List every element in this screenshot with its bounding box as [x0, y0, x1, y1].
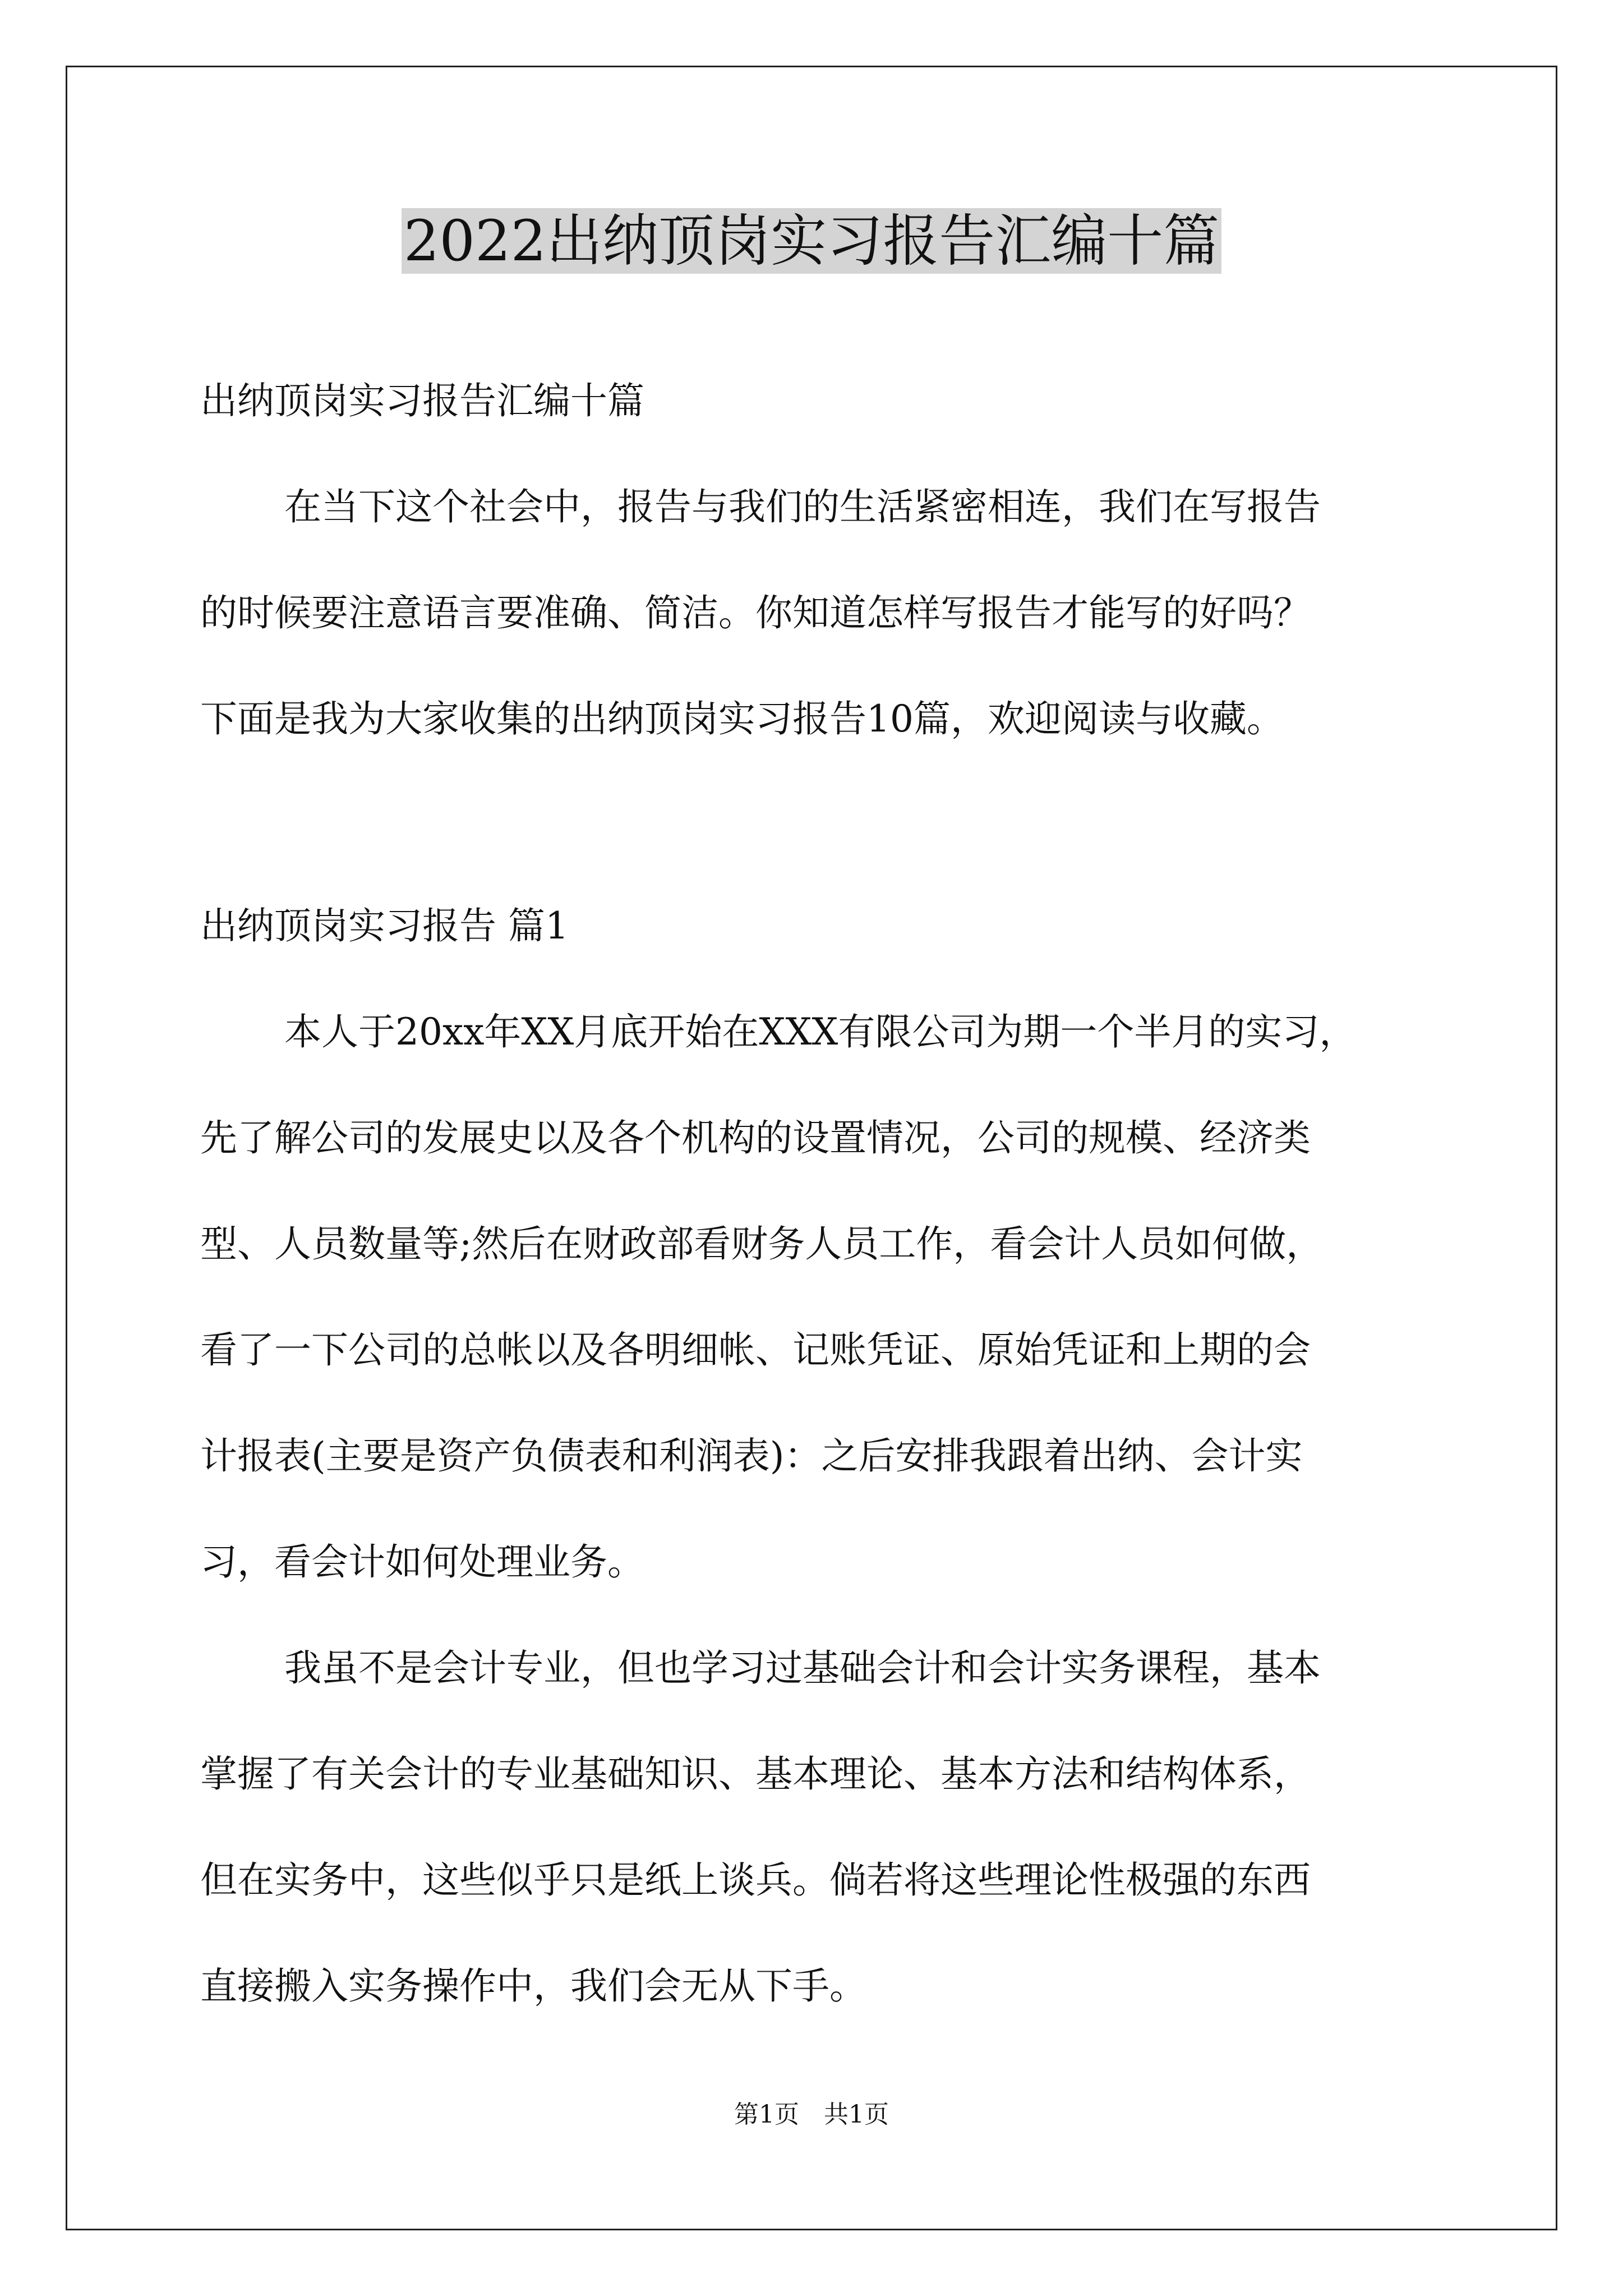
intro-paragraph: [200, 454, 1473, 772]
paragraph-line: 本人于20xx年XX月底开始在XXX有限公司为期一个半月的实习，: [284, 1010, 1357, 1053]
subtitle: 出纳顶岗实习报告汇编十篇: [200, 379, 644, 422]
intro-line: 在当下这个社会中，报告与我们的生活紧密相连，我们在写报告: [284, 485, 1321, 528]
paragraph-line: 直接搬入实务操作中，我们会无从下手。: [200, 1964, 866, 2008]
document-body: [200, 348, 1473, 2039]
section-gap: [200, 772, 1473, 873]
paragraph-line: 但在实务中，这些似乎只是纸上谈兵。倘若将这些理论性极强的东西: [200, 1858, 1311, 1902]
paragraph-line: 掌握了有关会计的专业基础知识、基本理论、基本方法和结构体系，: [200, 1752, 1311, 1796]
paragraph-line: 看了一下公司的总帐以及各明细帐、记账凭证、原始凭证和上期的会: [200, 1328, 1311, 1372]
section1-paragraph-2: [200, 1615, 1473, 2039]
paragraph-line: 先了解公司的发展史以及各个机构的设置情况，公司的规模、经济类: [200, 1116, 1311, 1159]
document-title: [0, 202, 1623, 280]
paragraph-line: 习，看会计如何处理业务。: [200, 1540, 644, 1584]
paragraph-line: 型、人员数量等;然后在财政部看财务人员工作，看会计人员如何做，: [200, 1222, 1324, 1266]
document-title-text: 2022出纳顶岗实习报告汇编十篇: [402, 208, 1222, 274]
section1-paragraph-1: [200, 979, 1473, 1615]
intro-line: 下面是我为大家收集的出纳顶岗实习报告10篇，欢迎阅读与收藏。: [200, 697, 1284, 740]
intro-line: 的时候要注意语言要准确、简洁。你知道怎样写报告才能写的好吗？: [200, 591, 1311, 634]
paragraph-line: 我虽不是会计专业，但也学习过基础会计和会计实务课程，基本: [284, 1646, 1321, 1690]
paragraph-line: 计报表(主要是资产负债表和利润表)：之后安排我跟着出纳、会计实: [200, 1434, 1303, 1478]
section-heading: 出纳顶岗实习报告 篇1: [200, 904, 569, 947]
page-footer: 第1页 共1页: [734, 2100, 889, 2129]
